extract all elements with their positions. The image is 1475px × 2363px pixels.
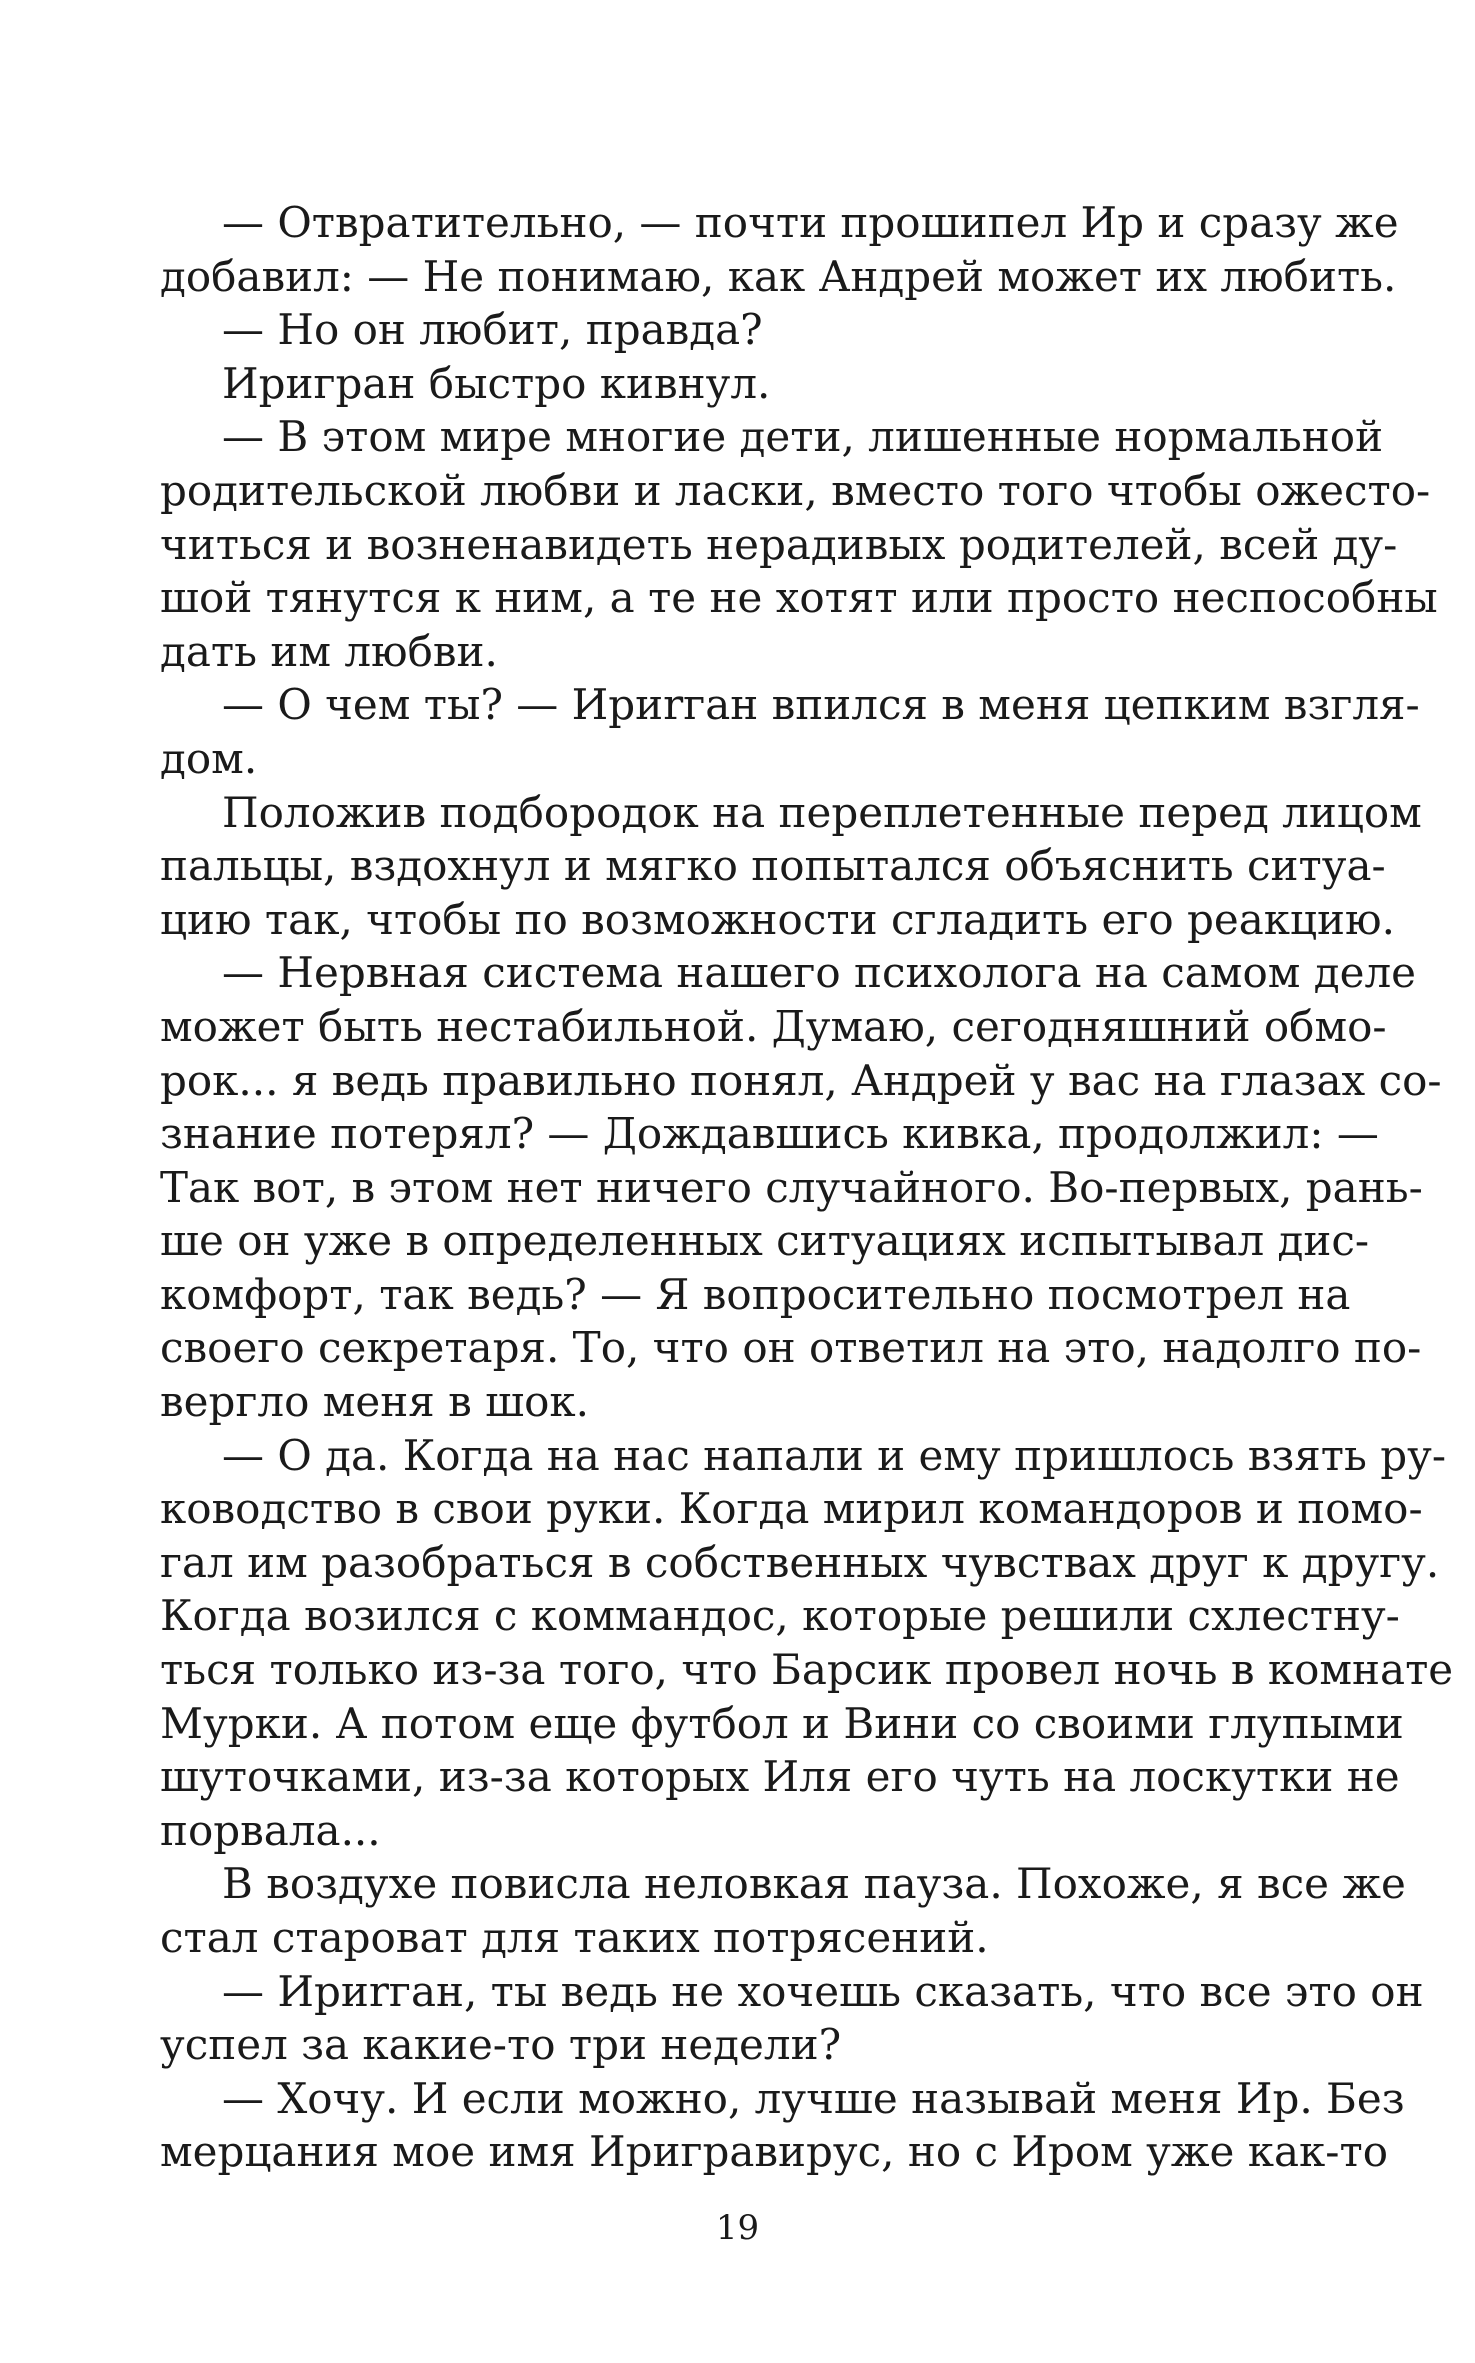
text-line: Иригран быстро кивнул.: [222, 358, 771, 408]
text-line: шой тянутся к ним, а те не хотят или просто неспособны: [160, 573, 1438, 623]
text-line: Когда возился с коммандос, которые решили схлестну-: [160, 1591, 1400, 1641]
text-line: цию так, чтобы по возможности сгладить его реакцию.: [160, 894, 1395, 944]
text-line: — О да. Когда на нас напали и ему пришлось взять ру-: [222, 1430, 1447, 1480]
text-line: пальцы, вздохнул и мягко попытался объяснить ситуа-: [160, 841, 1386, 891]
text-line: — Нервная система нашего психолога на самом деле: [222, 948, 1417, 998]
text-line: может быть нестабильной. Думаю, сегодняшний обмо-: [160, 1001, 1387, 1051]
text-line: мерцания мое имя Иригравирус, но с Иром уже как-то: [160, 2127, 1388, 2177]
text-line: рок... я ведь правильно понял, Андрей у вас на глазах со-: [160, 1055, 1442, 1105]
text-line: — Ириrган, ты ведь не хочешь сказать, что все это он: [222, 1966, 1424, 2016]
text-line: ше он уже в определенных ситуациях испытывал дис-: [160, 1216, 1370, 1266]
text-line: Так вот, в этом нет ничего случайного. Во-первых, рань-: [160, 1162, 1423, 1212]
text-line: родительской любви и ласки, вместо того чтобы ожесто-: [160, 465, 1431, 515]
text-line: знание потерял? — Дождавшись кивка, продолжил: —: [160, 1109, 1379, 1159]
text-line: — О чем ты? — Ириrган впился в меня цепким взгля-: [222, 680, 1420, 730]
text-line: — Но он любит, правда?: [222, 305, 763, 355]
text-line: добавил: — Не понимаю, как Андрей может их любить.: [160, 251, 1397, 301]
text-line: своего секретаря. То, что он ответил на это, надолго по-: [160, 1323, 1422, 1373]
page-body: [160, 196, 1454, 2179]
text-line: ться только из-за того, что Барсик провел ночь в комнате: [160, 1645, 1454, 1695]
text-line: — Отвратительно, — почти прошипел Ир и сразу же: [222, 198, 1399, 247]
text-line: — В этом мире многие дети, лишенные нормальной: [222, 412, 1384, 462]
text-line: успел за какие-то три недели?: [160, 2020, 842, 2070]
page-number: 19: [715, 2208, 760, 2248]
text-line: стал староват для таких потрясений.: [160, 1913, 989, 1962]
text-line: читься и возненавидеть нерадивых родителей, всей ду-: [160, 519, 1398, 569]
text-line: вергло меня в шок.: [160, 1377, 590, 1427]
text-line: дать им любви.: [160, 626, 498, 676]
text-line: Положив подбородок на переплетенные перед лицом: [222, 787, 1422, 837]
text-line: дом.: [160, 733, 258, 783]
text-line: ководство в свои руки. Когда мирил командоров и помо-: [160, 1484, 1423, 1534]
text-line: порвала...: [160, 1805, 381, 1855]
text-line: В воздухе повисла неловкая пауза. Похоже, я все же: [222, 1859, 1406, 1909]
text-line: комфорт, так ведь? — Я вопросительно посмотрел на: [160, 1269, 1351, 1319]
text-line: шуточками, из-за которых Иля его чуть на лоскутки не: [160, 1752, 1400, 1802]
text-line: — Хочу. И если можно, лучше называй меня Ир. Без: [222, 2073, 1405, 2123]
text-line: Мурки. А потом еще футбол и Вини со своими глупыми: [160, 1698, 1404, 1748]
text-line: гал им разобраться в собственных чувствах друг к другу.: [160, 1537, 1440, 1587]
